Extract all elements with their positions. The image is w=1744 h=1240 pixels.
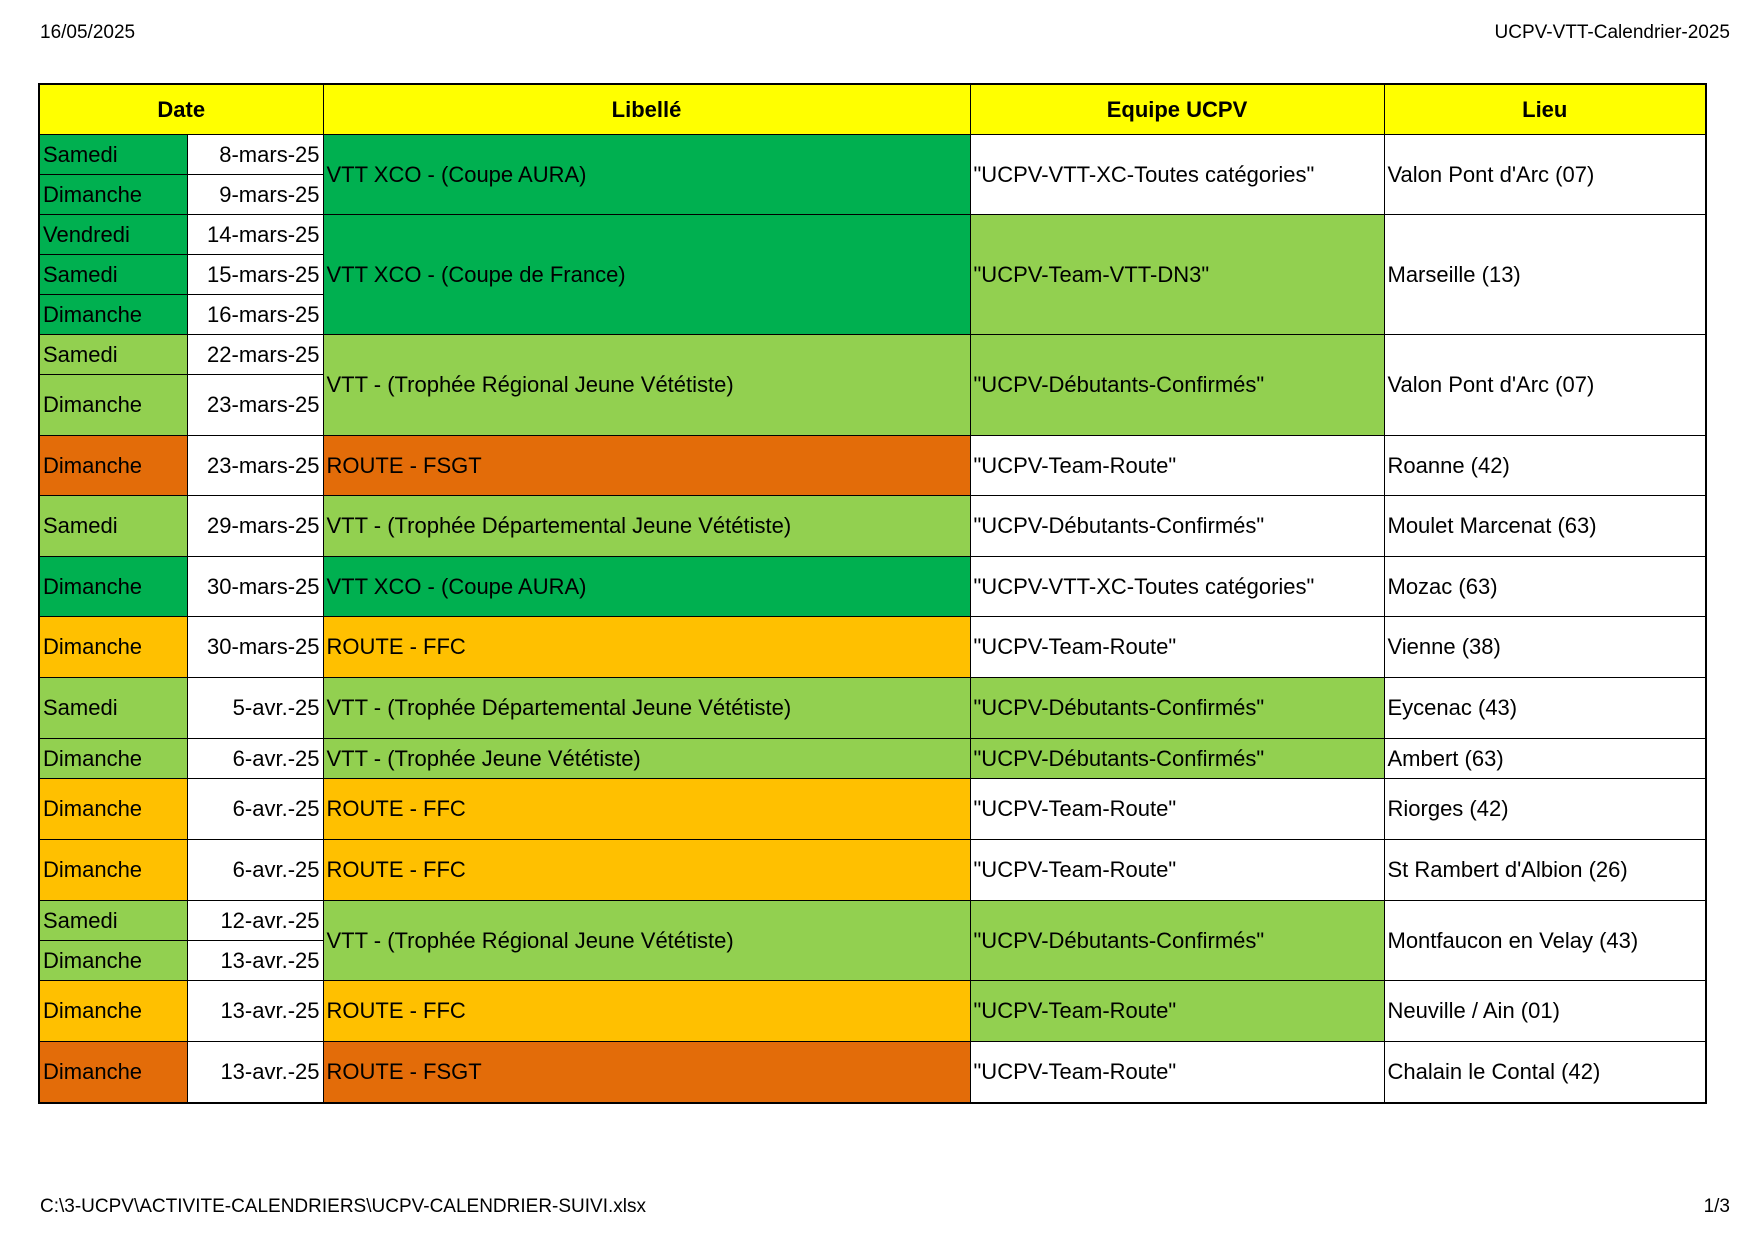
equipe-cell: "UCPV-Débutants-Confirmés" [970, 901, 1384, 981]
date-cell: 13-avr.-25 [187, 941, 323, 981]
libelle-cell: VTT - (Trophée Jeune Vététiste) [323, 739, 970, 779]
day-cell: Dimanche [39, 840, 187, 901]
lieu-cell: Roanne (42) [1384, 436, 1706, 496]
date-cell: 6-avr.-25 [187, 779, 323, 840]
lieu-cell: Moulet Marcenat (63) [1384, 496, 1706, 557]
day-cell: Dimanche [39, 175, 187, 215]
document-title: UCPV-VTT-Calendrier-2025 [1494, 22, 1730, 43]
table-row [39, 1042, 1706, 1103]
day-cell: Samedi [39, 255, 187, 295]
day-cell: Dimanche [39, 375, 187, 436]
day-cell: Vendredi [39, 215, 187, 255]
day-cell: Samedi [39, 496, 187, 557]
equipe-cell: "UCPV-Débutants-Confirmés" [970, 739, 1384, 779]
equipe-cell: "UCPV-Team-Route" [970, 1042, 1384, 1103]
lieu-cell: Mozac (63) [1384, 557, 1706, 617]
day-cell: Dimanche [39, 557, 187, 617]
libelle-cell: VTT - (Trophée Régional Jeune Vététiste) [323, 901, 970, 981]
date-cell: 30-mars-25 [187, 617, 323, 678]
table-row [39, 981, 1706, 1042]
day-cell: Dimanche [39, 941, 187, 981]
lieu-cell: Eycenac (43) [1384, 678, 1706, 739]
equipe-cell: "UCPV-Team-Route" [970, 617, 1384, 678]
day-cell: Samedi [39, 901, 187, 941]
day-cell: Samedi [39, 135, 187, 175]
table-header-row [39, 84, 1706, 135]
column-header-date: Date [39, 84, 323, 135]
libelle-cell: ROUTE - FFC [323, 617, 970, 678]
libelle-cell: ROUTE - FSGT [323, 1042, 970, 1103]
page-number: 1/3 [1703, 1196, 1730, 1217]
file-path: C:\3-UCPV\ACTIVITE-CALENDRIERS\UCPV-CALENDRIER-SUIVI.xlsx [40, 1196, 646, 1217]
column-header-libelle: Libellé [323, 84, 970, 135]
table-row [39, 779, 1706, 840]
day-cell: Dimanche [39, 436, 187, 496]
date-cell: 23-mars-25 [187, 375, 323, 436]
equipe-cell: "UCPV-VTT-XC-Toutes catégories" [970, 135, 1384, 215]
date-cell: 5-avr.-25 [187, 678, 323, 739]
equipe-cell: "UCPV-Team-VTT-DN3" [970, 215, 1384, 335]
libelle-cell: VTT - (Trophée Régional Jeune Vététiste) [323, 335, 970, 436]
lieu-cell: Valon Pont d'Arc (07) [1384, 135, 1706, 215]
date-cell: 6-avr.-25 [187, 739, 323, 779]
day-cell: Dimanche [39, 1042, 187, 1103]
lieu-cell: Vienne (38) [1384, 617, 1706, 678]
equipe-cell: "UCPV-Débutants-Confirmés" [970, 335, 1384, 436]
column-header-equipe: Equipe UCPV [970, 84, 1384, 135]
table-row [39, 215, 1706, 255]
libelle-cell: VTT XCO - (Coupe AURA) [323, 557, 970, 617]
table-row [39, 678, 1706, 739]
date-cell: 14-mars-25 [187, 215, 323, 255]
day-cell: Dimanche [39, 779, 187, 840]
libelle-cell: VTT - (Trophée Départemental Jeune Vététiste) [323, 496, 970, 557]
table-row [39, 901, 1706, 941]
date-cell: 30-mars-25 [187, 557, 323, 617]
date-cell: 23-mars-25 [187, 436, 323, 496]
libelle-cell: VTT XCO - (Coupe AURA) [323, 135, 970, 215]
libelle-cell: ROUTE - FSGT [323, 436, 970, 496]
lieu-cell: Neuville / Ain (01) [1384, 981, 1706, 1042]
lieu-cell: St Rambert d'Albion (26) [1384, 840, 1706, 901]
day-cell: Samedi [39, 335, 187, 375]
libelle-cell: VTT XCO - (Coupe de France) [323, 215, 970, 335]
table-row [39, 840, 1706, 901]
table-row [39, 436, 1706, 496]
equipe-cell: "UCPV-Débutants-Confirmés" [970, 678, 1384, 739]
table-row [39, 135, 1706, 175]
date-cell: 9-mars-25 [187, 175, 323, 215]
libelle-cell: ROUTE - FFC [323, 981, 970, 1042]
table-row [39, 496, 1706, 557]
equipe-cell: "UCPV-Team-Route" [970, 436, 1384, 496]
lieu-cell: Riorges (42) [1384, 779, 1706, 840]
table-row [39, 739, 1706, 779]
equipe-cell: "UCPV-Team-Route" [970, 981, 1384, 1042]
column-header-lieu: Lieu [1384, 84, 1706, 135]
lieu-cell: Chalain le Contal (42) [1384, 1042, 1706, 1103]
day-cell: Dimanche [39, 617, 187, 678]
equipe-cell: "UCPV-Team-Route" [970, 779, 1384, 840]
calendar-table [38, 83, 1707, 1104]
date-cell: 29-mars-25 [187, 496, 323, 557]
equipe-cell: "UCPV-Team-Route" [970, 840, 1384, 901]
day-cell: Dimanche [39, 739, 187, 779]
lieu-cell: Montfaucon en Velay (43) [1384, 901, 1706, 981]
table-row [39, 557, 1706, 617]
table-row [39, 617, 1706, 678]
day-cell: Dimanche [39, 295, 187, 335]
print-date: 16/05/2025 [40, 22, 136, 43]
date-cell: 13-avr.-25 [187, 981, 323, 1042]
date-cell: 15-mars-25 [187, 255, 323, 295]
date-cell: 13-avr.-25 [187, 1042, 323, 1103]
day-cell: Samedi [39, 678, 187, 739]
date-cell: 22-mars-25 [187, 335, 323, 375]
lieu-cell: Valon Pont d'Arc (07) [1384, 335, 1706, 436]
date-cell: 16-mars-25 [187, 295, 323, 335]
libelle-cell: ROUTE - FFC [323, 840, 970, 901]
table-row [39, 335, 1706, 375]
libelle-cell: VTT - (Trophée Départemental Jeune Vététiste) [323, 678, 970, 739]
date-cell: 12-avr.-25 [187, 901, 323, 941]
lieu-cell: Marseille (13) [1384, 215, 1706, 335]
day-cell: Dimanche [39, 981, 187, 1042]
equipe-cell: "UCPV-VTT-XC-Toutes catégories" [970, 557, 1384, 617]
date-cell: 6-avr.-25 [187, 840, 323, 901]
libelle-cell: ROUTE - FFC [323, 779, 970, 840]
equipe-cell: "UCPV-Débutants-Confirmés" [970, 496, 1384, 557]
date-cell: 8-mars-25 [187, 135, 323, 175]
lieu-cell: Ambert (63) [1384, 739, 1706, 779]
